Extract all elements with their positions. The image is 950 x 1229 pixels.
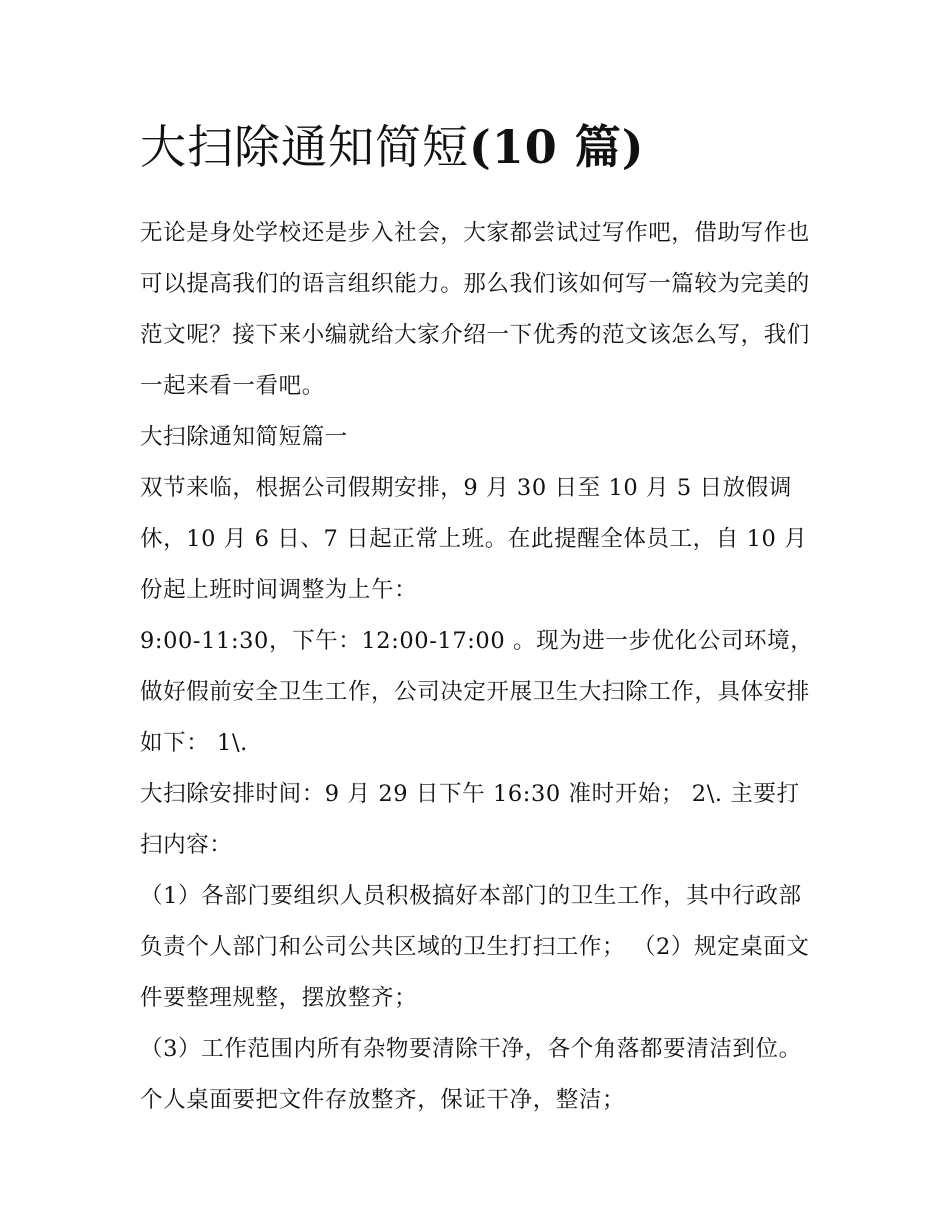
cleaning-item-1: （1）各部门要组织人员积极搞好本部门的卫生工作，其中行政部负责个人部门和公司公共区域的卫生打扫工作； （2）规定桌面文件要整理规整，摆放整齐； <box>140 883 810 1011</box>
notice-paragraph: 双节来临，根据公司假期安排，9 月 30 日至 10 月 5 日放假调休，10 月 6 日、7 日起正常上班。在此提醒全体员工，自 10 月份起上班时间调整为上午： <box>140 475 808 603</box>
section-heading: 大扫除通知简短篇一 <box>140 424 348 450</box>
page-title <box>140 112 820 182</box>
cleaning-item-3: （3）工作范围内所有杂物要清除干净，各个角落都要清洁到位。个人桌面要把文件存放整齐，保证干净，整洁； <box>140 1036 802 1113</box>
title-text: 大扫除通知简短 <box>140 120 469 174</box>
title-count: (10 篇) <box>469 120 645 174</box>
document-body <box>140 112 820 1126</box>
intro-paragraph: 无论是身处学校还是步入社会，大家都尝试过写作吧，借助写作也可以提高我们的语言组织能力。那么我们该如何写一篇较为完美的范文呢？接下来小编就给大家介绍一下优秀的范文该怎么写，我们一起来看一看吧。 <box>140 220 810 399</box>
schedule-paragraph: 9:00-11:30，下午：12:00-17:00 。现为进一步优化公司环境，做好假前安全卫生工作，公司决定开展卫生大扫除工作，具体安排如下： 1\. <box>140 628 814 756</box>
cleaning-time-paragraph: 大扫除安排时间：9 月 29 日下午 16:30 准时开始； 2\. 主要打扫内容： <box>140 781 800 858</box>
